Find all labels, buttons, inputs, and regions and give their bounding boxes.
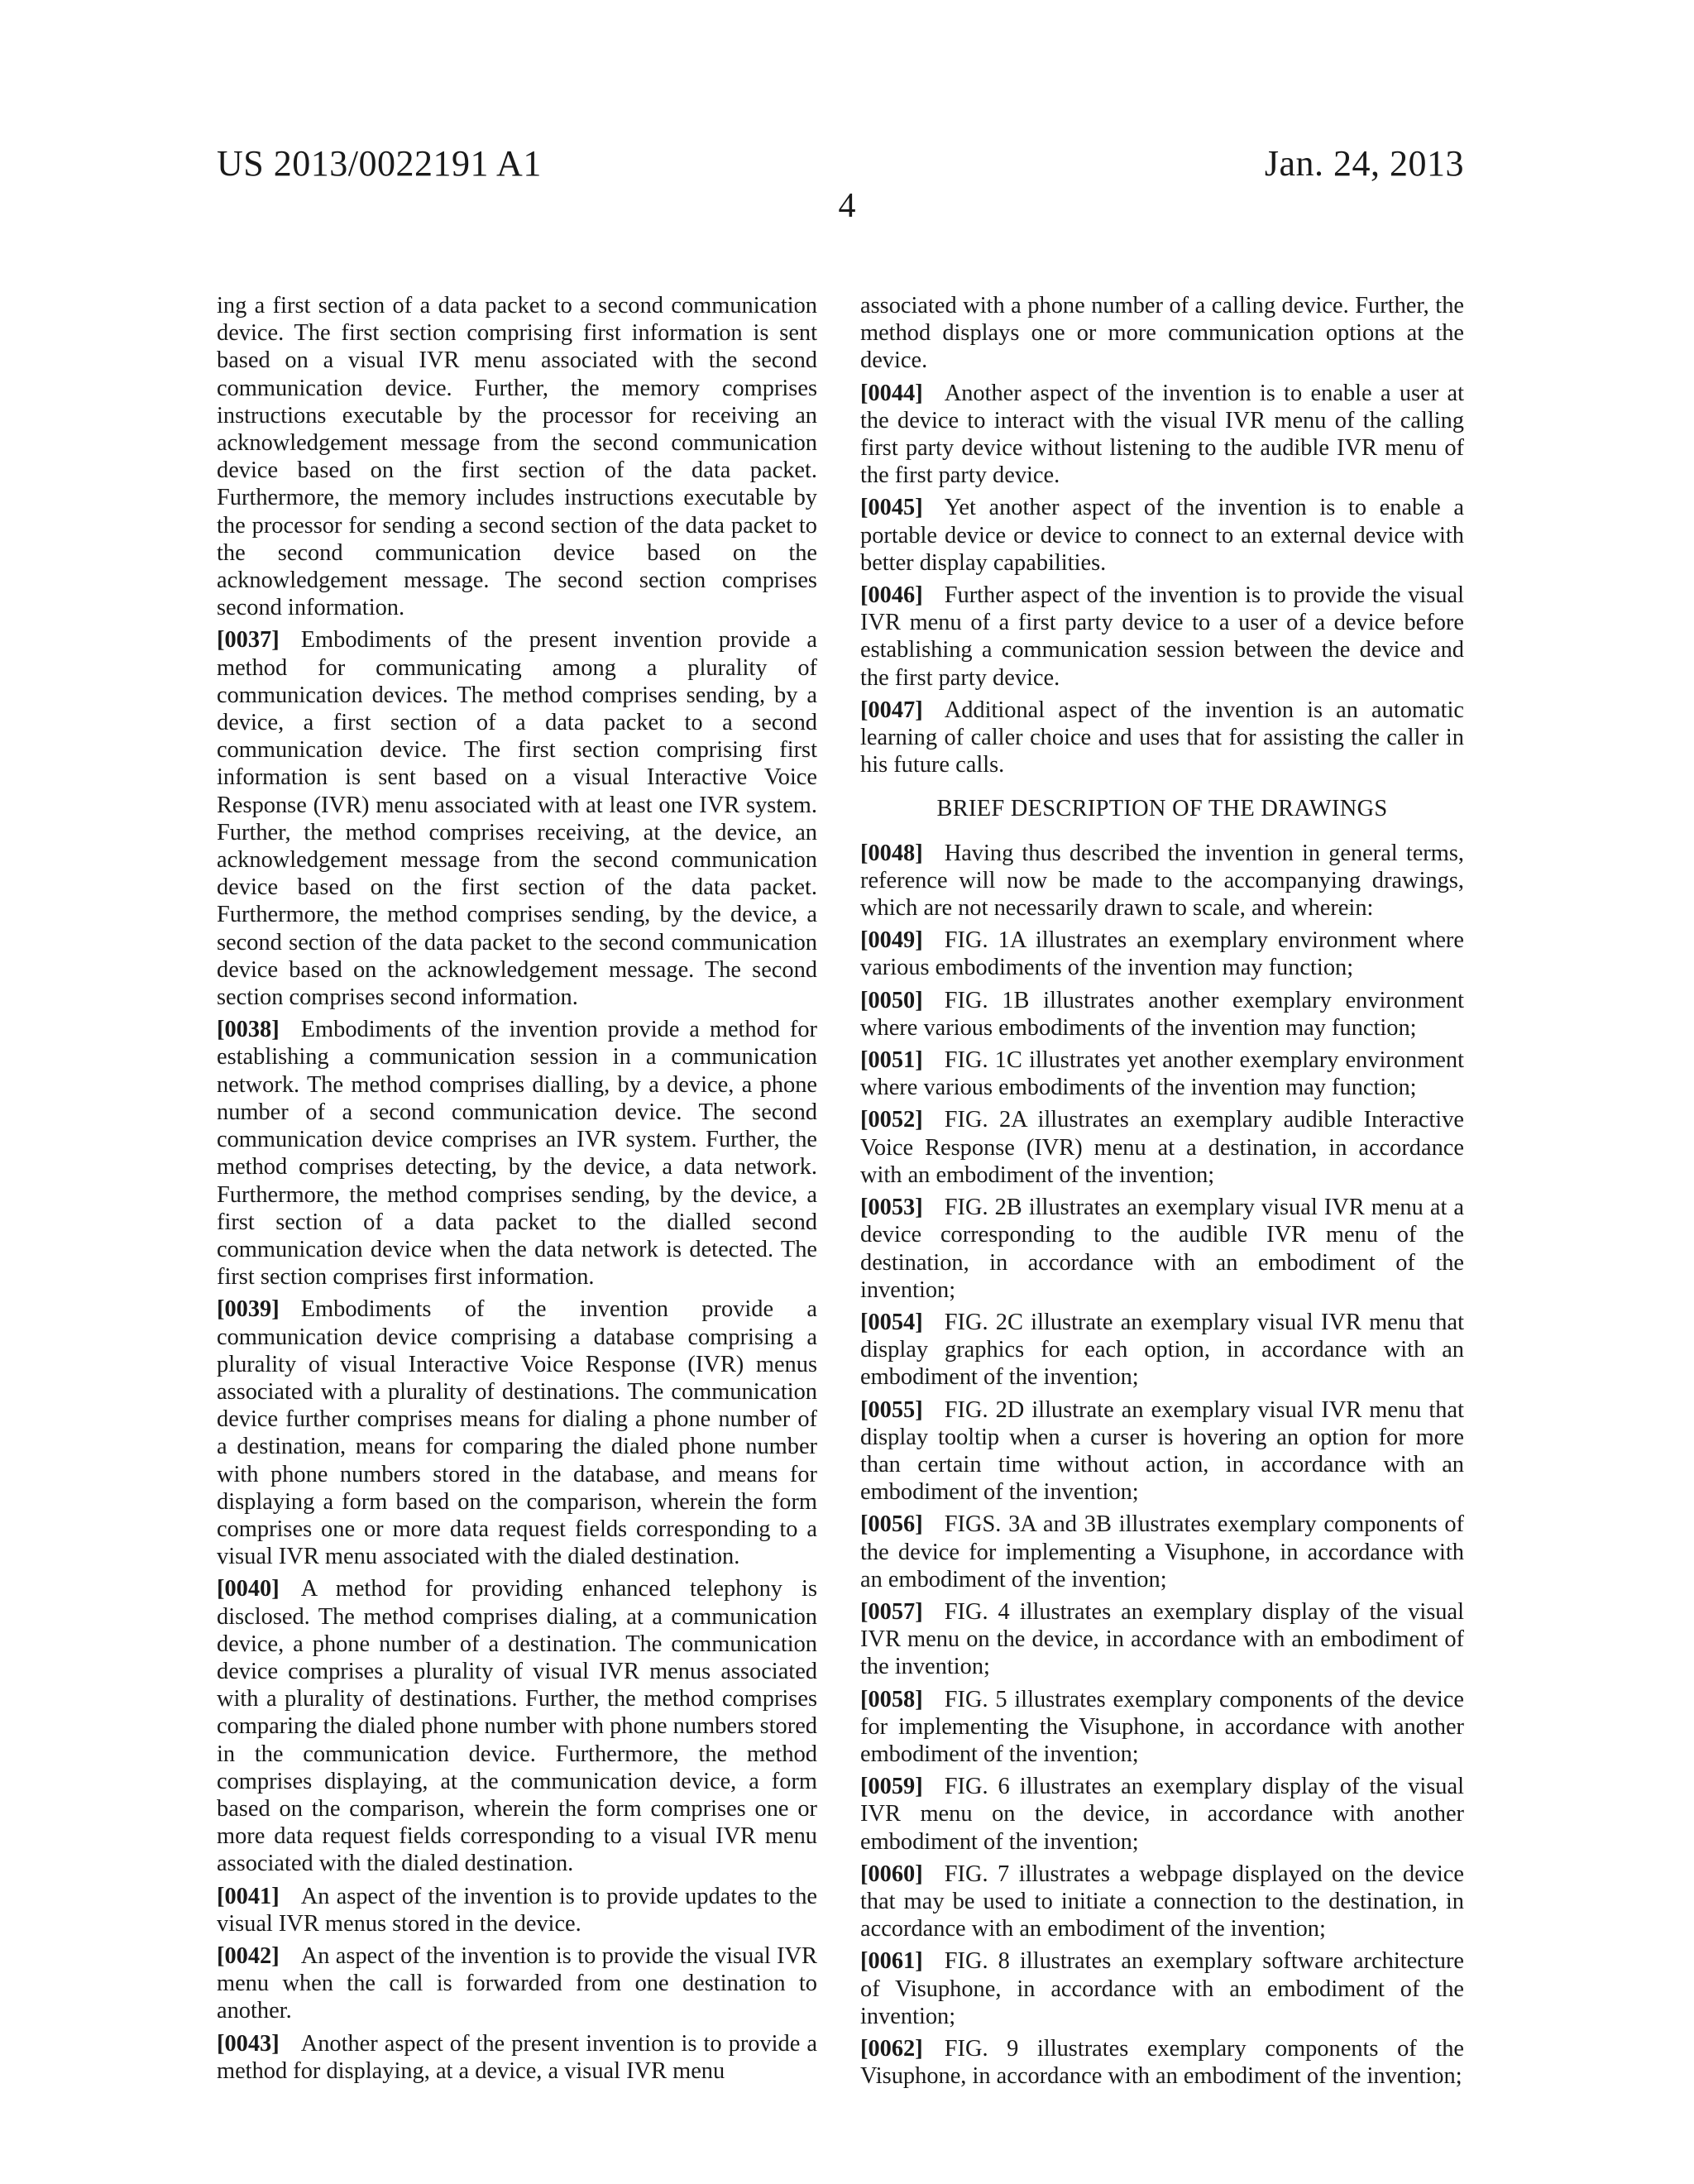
paragraph-number: [0059] <box>860 1774 923 1800</box>
left-column <box>217 292 817 2090</box>
paragraph-text: FIG. 1B illustrates another exemplary environment where various embodiments of the invention may function; <box>860 987 1464 1041</box>
paragraph-number: [0051] <box>860 1047 923 1074</box>
paragraph <box>860 494 1464 577</box>
paragraph-text: ing a first section of a data packet to a second communication device. The first section comprising first information is sent based on a visual IVR menu associated with the second communication device. Further, the memory comprises instructions executable by the processor for receiving an acknowledgement message from the second communication device based on the first section of the data packet. Furthermore, the memory includes instructions executable by the processor for sending a second section of the data packet to the second communication device based on the acknowledgement message. The second section comprises second information. <box>217 293 817 621</box>
paragraph-text: Additional aspect of the invention is an automatic learning of caller choice and uses that for assisting the caller in his future calls. <box>860 697 1464 778</box>
paragraph <box>860 1309 1464 1391</box>
paragraph <box>217 1942 817 2025</box>
paragraph-text: An aspect of the invention is to provide updates to the visual IVR menus stored in the device. <box>217 1883 817 1937</box>
paragraph-number: [0037] <box>217 627 280 654</box>
paragraph <box>217 2030 817 2085</box>
paragraph <box>860 1194 1464 1304</box>
paragraph <box>860 1106 1464 1189</box>
paragraph <box>860 1598 1464 1681</box>
paragraph-text: FIG. 6 illustrates an exemplary display of the visual IVR menu on the device, in accordance with another embodiment of the invention; <box>860 1774 1464 1855</box>
paragraph-text: Embodiments of the present invention provide a method for communicating among a plurality of communication devices. The method comprises sending, by a device, a first section of a data packet to a second communication device. The first section comprising first information is sent based on a visual Interactive Voice Response (IVR) menu associated with at least one IVR system. Further, the method comprises receiving, at the device, an acknowledgement message from the second communication device based on the first section of the data packet. Furthermore, the method comprises sending, by the device, a second section of the data packet to the second communication device based on the acknowledgement message. The second section comprises second information. <box>217 627 817 1011</box>
paragraph-number: [0062] <box>860 2035 923 2062</box>
paragraph-text: FIG. 1A illustrates an exemplary environment where various embodiments of the invention may function; <box>860 927 1464 981</box>
paragraph-text: associated with a phone number of a calling device. Further, the method displays one or more communication options at the device. <box>860 293 1464 374</box>
right-column <box>860 292 1464 2095</box>
paragraph <box>860 697 1464 779</box>
paragraph <box>217 1883 817 1937</box>
paragraph <box>860 2035 1464 2090</box>
paragraph-number: [0057] <box>860 1598 923 1625</box>
paragraph-number: [0040] <box>217 1576 280 1602</box>
paragraph-number: [0041] <box>217 1883 280 1909</box>
paragraph-text: FIG. 5 illustrates exemplary components of the device for implementing the Visuphone, in accordance with another embodiment of the invention; <box>860 1686 1464 1767</box>
paragraph <box>860 582 1464 692</box>
paragraph-number: [0058] <box>860 1686 923 1712</box>
paragraph <box>860 1773 1464 1856</box>
paragraph-number: [0047] <box>860 697 923 723</box>
paragraph-text: Further aspect of the invention is to provide the visual IVR menu of a first party device to a user of a device before establishing a communication session between the device and the first party device. <box>860 582 1464 691</box>
publication-number: US 2013/0022191 A1 <box>217 143 542 184</box>
paragraph-text: A method for providing enhanced telephony is disclosed. The method comprises dialing, at a communication device, a phone number of a destination. The communication device comprises a plurality of visual IVR menus associated with a plurality of destinations. Further, the method comprises comparing the dialed phone number with phone numbers stored in the communication device. Furthermore, the method comprises displaying, at the communication device, a form based on the comparison, wherein the form comprises one or more data request fields corresponding to a visual IVR menu associated with the dialed destination. <box>217 1576 817 1877</box>
paragraph-text: FIGS. 3A and 3B illustrates exemplary components of the device for implementing a Visuphone, in accordance with an embodiment of the invention; <box>860 1511 1464 1592</box>
paragraph-text: FIG. 4 illustrates an exemplary display of the visual IVR menu on the device, in accordance with an embodiment of the invention; <box>860 1598 1464 1680</box>
paragraph <box>860 1511 1464 1593</box>
paragraph <box>860 840 1464 922</box>
paragraph-text: FIG. 8 illustrates an exemplary software architecture of Visuphone, in accordance with an embodiment of the invention; <box>860 1948 1464 2029</box>
paragraph <box>860 1046 1464 1101</box>
paragraph-text: FIG. 2A illustrates an exemplary audible Interactive Voice Response (IVR) menu at a destination, in accordance with an embodiment of the invention; <box>860 1107 1464 1188</box>
paragraph-number: [0048] <box>860 840 923 866</box>
paragraph-text: FIG. 9 illustrates exemplary components of the Visuphone, in accordance with an embodiment of the invention; <box>860 2035 1464 2090</box>
publication-date: Jan. 24, 2013 <box>1264 143 1464 184</box>
paragraph <box>217 1575 817 1877</box>
paragraph-text: FIG. 2B illustrates an exemplary visual IVR menu at a device corresponding to the audible IVR menu of the destination, in accordance with an embodiment of the invention; <box>860 1195 1464 1303</box>
paragraph <box>860 1686 1464 1769</box>
paragraph-number: [0055] <box>860 1396 923 1423</box>
paragraph <box>860 380 1464 490</box>
paragraph-number: [0039] <box>217 1296 280 1323</box>
paragraph-number: [0053] <box>860 1195 923 1221</box>
paragraph <box>860 927 1464 981</box>
page-number: 4 <box>838 187 856 225</box>
paragraph-number: [0056] <box>860 1511 923 1538</box>
paragraph-number: [0050] <box>860 987 923 1013</box>
paragraph-text: An aspect of the invention is to provide the visual IVR menu when the call is forwarded from one destination to another. <box>217 1942 817 2024</box>
paragraph-number: [0046] <box>860 582 923 609</box>
paragraph-number: [0044] <box>860 380 923 406</box>
paragraph-number: [0060] <box>860 1861 923 1887</box>
paragraph <box>217 1296 817 1570</box>
paragraph-text: FIG. 1C illustrates yet another exemplary environment where various embodiments of the invention may function; <box>860 1047 1464 1101</box>
paragraph <box>860 987 1464 1042</box>
paragraph-text: FIG. 2C illustrate an exemplary visual IVR menu that display graphics for each option, in accordance with an embodiment of the invention; <box>860 1309 1464 1391</box>
paragraph-number: [0042] <box>217 1942 280 1969</box>
paragraph-text: Another aspect of the invention is to enable a user at the device to interact with the visual IVR menu of the calling first party device without listening to the audible IVR menu of the first party device. <box>860 380 1464 489</box>
paragraph-text: FIG. 2D illustrate an exemplary visual IVR menu that display tooltip when a curser is hovering an option for more than certain time without action, in accordance with an embodiment of the invention; <box>860 1396 1464 1506</box>
paragraph <box>860 1861 1464 1943</box>
paragraph <box>217 626 817 1011</box>
paragraph-number: [0045] <box>860 495 923 521</box>
paragraph-number: [0038] <box>217 1017 280 1043</box>
paragraph-text: Yet another aspect of the invention is to enable a portable device or device to connect to an external device with better display capabilities. <box>860 495 1464 576</box>
paragraph-number: [0061] <box>860 1948 923 1975</box>
paragraph-number: [0054] <box>860 1309 923 1335</box>
paragraph <box>217 1016 817 1291</box>
paragraph-text: Embodiments of the invention provide a method for establishing a communication session in a communication network. The method comprises dialling, by a device, a phone number of a second communication device. The second communication device comprises an IVR system. Further, the method comprises detecting, by the device, a data network. Furthermore, the method comprises sending, by the device, a first section of a data packet to the dialled second communication device when the data network is detected. The first section comprises first information. <box>217 1017 817 1291</box>
section-heading: BRIEF DESCRIPTION OF THE DRAWINGS <box>936 796 1388 822</box>
paragraph-text: Another aspect of the present invention is to provide a method for displaying, at a device, a visual IVR menu <box>217 2030 817 2084</box>
paragraph-number: [0043] <box>217 2030 280 2057</box>
paragraph-text: Embodiments of the invention provide a communication device comprising a database comprising a plurality of visual Interactive Voice Response (IVR) menus associated with a plurality of destinations. The communication device further comprises means for dialing a phone number of a destination, means for comparing the dialed phone number with phone numbers stored in the database, and means for displaying a form based on the comparison, wherein the form comprises one or more data request fields corresponding to a visual IVR menu associated with the dialed destination. <box>217 1296 817 1570</box>
paragraph-text: Having thus described the invention in general terms, reference will now be made to the accompanying drawings, which are not necessarily drawn to scale, and wherein: <box>860 840 1464 922</box>
paragraph-continued <box>860 292 1464 375</box>
paragraph <box>860 1947 1464 2030</box>
paragraph-number: [0049] <box>860 927 923 954</box>
paragraph-number: [0052] <box>860 1107 923 1133</box>
paragraph <box>860 1396 1464 1506</box>
paragraph-continued <box>217 292 817 621</box>
paragraph-text: FIG. 7 illustrates a webpage displayed on the device that may be used to initiate a connection to the destination, in accordance with an embodiment of the invention; <box>860 1861 1464 1942</box>
